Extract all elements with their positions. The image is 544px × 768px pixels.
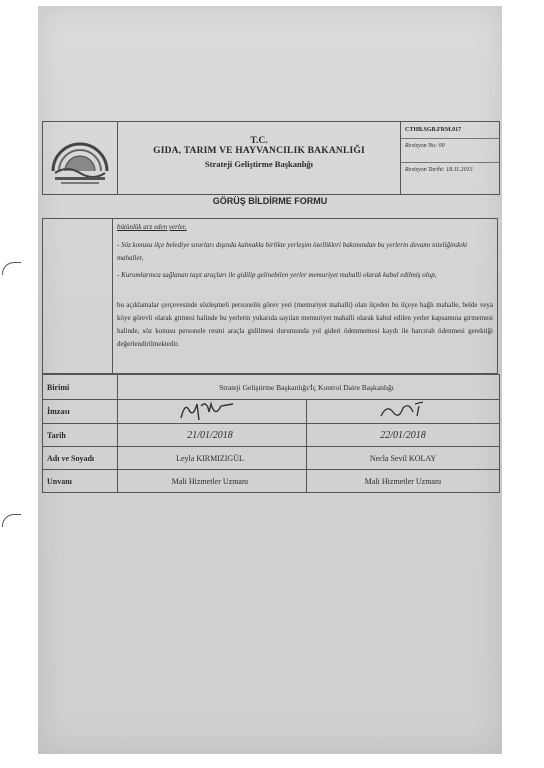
date-row [42,424,500,447]
body-line-1: bütünlük arz eden yerler, [117,223,187,231]
punch-hole-mark [2,262,21,275]
title-row [42,470,500,493]
department-name: Strateji Geliştirme Başkanlığı [204,159,314,169]
name-b: Necla Sevil KOLAY [369,453,437,463]
header-doc-info [401,122,499,194]
opinion-text-box [112,218,498,374]
signature-b [307,399,499,423]
handwritten-signature-icon [175,398,245,424]
ministry-name: GIDA, TARIM VE HAYVANCILIK BAKANLIĞI [153,146,365,156]
body-paragraph-4: bu açıklamalar çerçevesinde sözleşmeli personelin görev yeri (memuriyet mahalli) olan ilçeden bu ilçeye bağlı mahalle, belde veya köye görevli olarak gitmesi halinde bu yerlerin yukarıda sayılan memuriyet mahalli olarak kabul edilen yerler kapsamına girmemesi halinde, söz konusu personele resmi araçla gidilmesi durumunda yol gideri ödenmemesi kaydı ile harcırah ödenmesi gerektiği değerlendirilmektedir. [117,301,493,348]
title-b: Mali Hizmetler Uzmanı [364,476,442,486]
header-titles [118,122,401,194]
title-label: Unvanı [43,470,118,492]
date-b: 22/01/2018 [380,429,426,441]
unit-value: Strateji Geliştirme Başkanlığı/İç Kontrol Daire Başkanlığı [219,382,394,392]
revision-date: Revizyon Tarihi: 18.11.2013 [405,167,473,173]
handwritten-signature-icon [373,398,433,424]
body-paragraph-2: - Söz konusu ilçe belediye sınırları dışında kalmakla birlikte yerleşim özellikleri bakımından bu yerlerin devamı niteliğindeki mahaller, [117,241,468,262]
unit-label: Birimi [43,375,118,399]
name-row [42,447,500,470]
body-paragraph-3: - Kurumlarınca sağlanan taşıt araçları ile gidilip gelinebilen yerler memuriyet mahalli olarak kabul edilmiş olup, [117,271,437,279]
signature-row [42,399,500,424]
signature-a [114,399,307,423]
signature-label: İmzası [43,399,118,423]
title-a: Mali Hizmetler Uzmanı [114,470,307,492]
doc-code: CTHB.SGB.FRM.017 [405,127,462,133]
date-a: 21/01/2018 [114,424,307,446]
name-label: Adı ve Soyadı [43,447,118,469]
date-label: Tarih [43,424,118,446]
unit-row [42,374,500,400]
ministry-logo [43,122,118,194]
punch-hole-mark [2,514,21,527]
name-a: Leyla KIRMIZIGÜL [114,447,307,469]
header-tc: T.C. [250,136,268,146]
document-header [42,121,500,195]
form-title: GÖRÜŞ BİLDİRME FORMU [212,196,328,206]
ministry-logo-icon [47,129,113,187]
revision-number: Revizyon No: 00 [405,143,445,149]
body-left-margin-cell [42,218,113,374]
